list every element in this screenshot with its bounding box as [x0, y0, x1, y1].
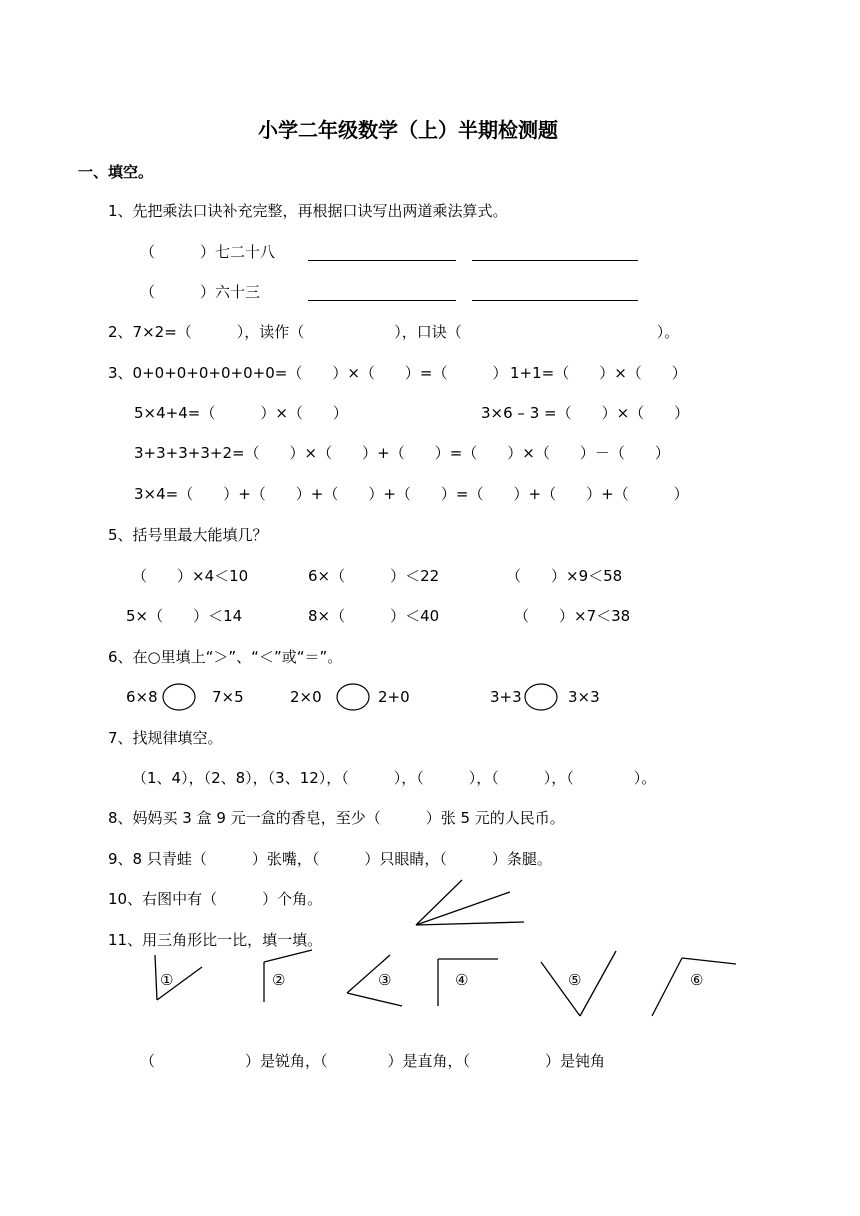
- question-7-text: 7、找规律填空。: [108, 729, 223, 747]
- question-3-b: 1+1=（ ）×（ ）: [510, 364, 687, 382]
- compare-circle-c: [522, 682, 560, 712]
- angle-label-6: ⑥: [690, 971, 704, 989]
- compare-a-left: 6×8: [126, 688, 158, 706]
- question-5-text: 5、括号里最大能填几？: [108, 526, 268, 544]
- question-3-a: 3、0+0+0+0+0+0+0=（ ）×（ ）=（ ）: [108, 364, 508, 382]
- question-5-a: （ ）×4＜10: [132, 567, 249, 585]
- answer-line-1a: [308, 260, 456, 261]
- compare-c-right: 3×3: [568, 688, 600, 706]
- angle-figure-2: [258, 946, 318, 1006]
- compare-circle-a: [160, 682, 198, 712]
- question-3-c: 5×4+4=（ ）×（ ）: [134, 404, 348, 422]
- question-6-text: 6、在○里填上“＞”、“＜”或“＝”。: [108, 648, 343, 666]
- answer-line-1b: [472, 260, 638, 261]
- compare-a-right: 7×5: [212, 688, 244, 706]
- question-5-d: 5×（ ）＜14: [126, 607, 243, 625]
- angle-label-5: ⑤: [568, 971, 582, 989]
- angle-figure-1: [150, 950, 210, 1005]
- page-title: 小学二年级数学（上）半期检测题: [258, 118, 558, 142]
- angle-label-4: ④: [455, 971, 469, 989]
- compare-b-right: 2+0: [378, 688, 410, 706]
- question-1-row-1: （ ）七二十八: [140, 243, 276, 261]
- question-3-f: 3×4=（ ）+（ ）+（ ）+（ ）=（ ）+（ ）+（ ）: [134, 485, 689, 503]
- question-3-e: 3+3+3+3+2=（ ）×（ ）+（ ）=（ ）×（ ）－（ ）: [134, 444, 670, 462]
- compare-c-left: 3+3: [490, 688, 522, 706]
- question-1-text: 1、先把乘法口诀补充完整，再根据口诀写出两道乘法算式。: [108, 202, 508, 220]
- angle-label-2: ②: [272, 971, 286, 989]
- angle-label-1: ①: [160, 971, 174, 989]
- question-11-text: 11、用三角形比一比，填一填。: [108, 931, 323, 949]
- question-1-row-2: （ ）六十三: [140, 283, 261, 301]
- question-5-e: 8×（ ）＜40: [308, 607, 440, 625]
- question-7-sequence: （1、4），（2、8），（3、12），（ ），（ ），（ ），（ ）。: [132, 769, 657, 787]
- question-5-b: 6×（ ）＜22: [308, 567, 440, 585]
- answer-line-1d: [472, 300, 638, 301]
- question-2-text: 2、7×2=（ ），读作（ ），口诀（ ）。: [108, 323, 680, 341]
- question-8-text: 8、妈妈买 3 盒 9 元一盒的香皂，至少（ ）张 5 元的人民币。: [108, 809, 565, 827]
- section-heading-fill-in: 一、填空。: [78, 163, 154, 181]
- question-10-text: 10、右图中有（ ）个角。: [108, 890, 323, 908]
- question-3-d: 3×6 – 3 =（ ）×（ ）: [481, 404, 690, 422]
- answer-line-1c: [308, 300, 456, 301]
- angle-label-3: ③: [378, 971, 392, 989]
- question-5-c: （ ）×9＜58: [506, 567, 623, 585]
- question-9-text: 9、8 只青蛙（ ）张嘴，（ ）只眼睛，（ ）条腿。: [108, 850, 552, 868]
- compare-circle-b: [334, 682, 372, 712]
- angle-figure-3: [342, 950, 406, 1010]
- question-11-answer: （ ）是锐角，（ ）是直角，（ ）是钝角: [140, 1052, 606, 1070]
- compare-b-left: 2×0: [290, 688, 322, 706]
- question-5-f: （ ）×7＜38: [514, 607, 631, 625]
- angles-figure: [410, 875, 530, 930]
